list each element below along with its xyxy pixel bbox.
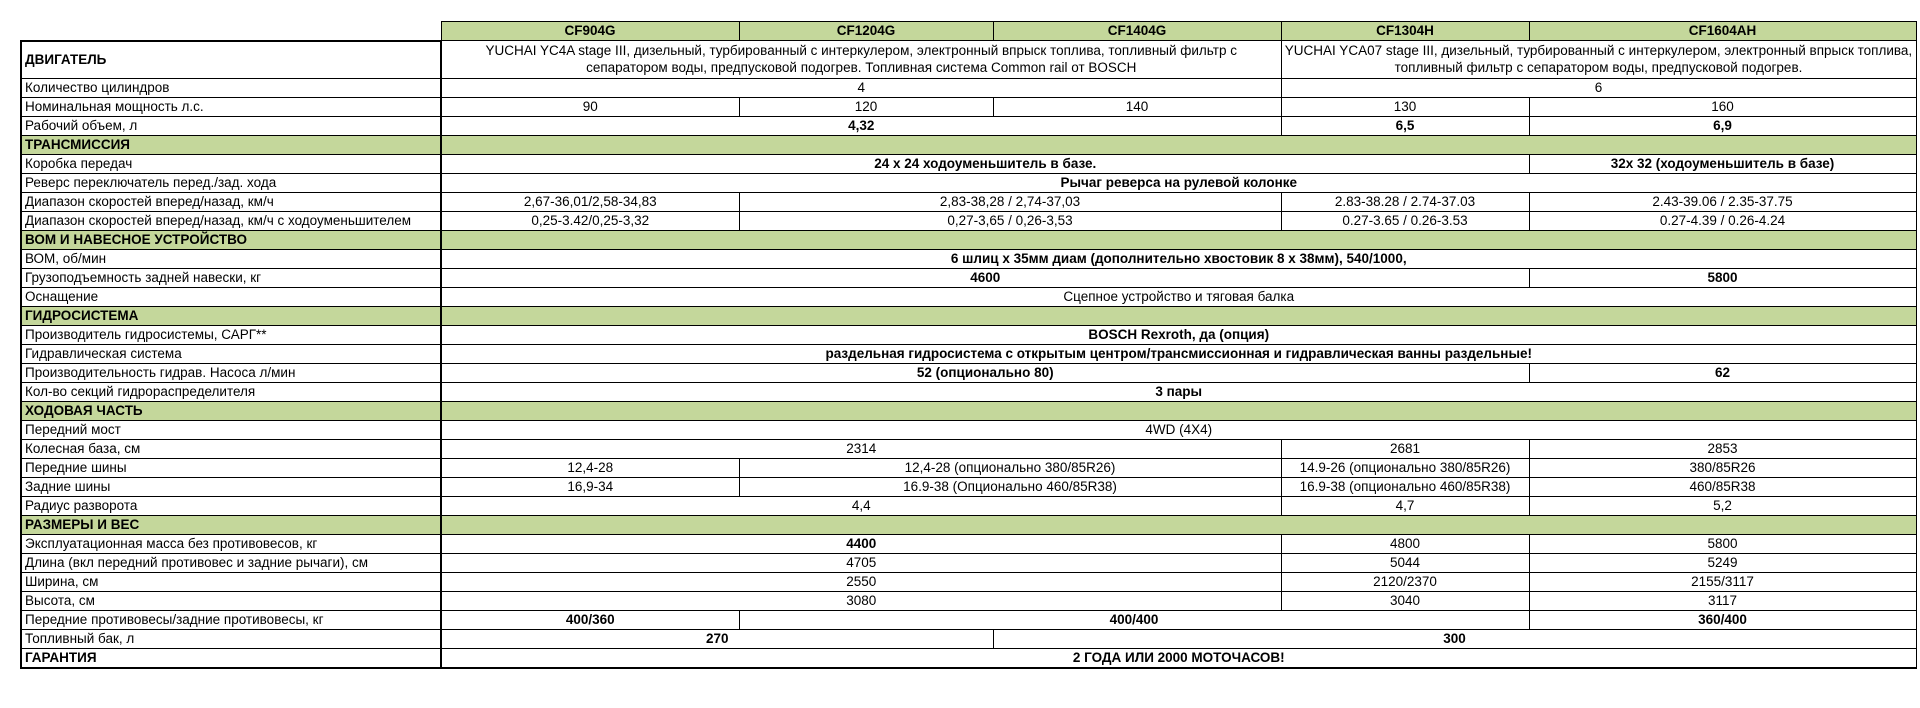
section-row	[21, 515, 1916, 534]
cell-value: 12,4-28	[441, 458, 739, 477]
warranty-value: 2 ГОДА ИЛИ 2000 МОТОЧАСОВ!	[441, 648, 1916, 668]
section-fill	[441, 135, 1916, 154]
cell-value: 2853	[1529, 439, 1916, 458]
cell-value: 24 x 24 ходоуменьшитель в базе.	[441, 154, 1529, 173]
cell-value: 3040	[1281, 591, 1529, 610]
cell-value: 16,9-34	[441, 477, 739, 496]
cell-value: 3080	[441, 591, 1281, 610]
section-title: ХОДОВАЯ ЧАСТЬ	[21, 401, 441, 420]
model-header-row	[21, 22, 1916, 41]
row-label: Гидравлическая система	[21, 344, 441, 363]
cell-value: 6 шлиц х 35мм диам (дополнительно хвостовик 8 х 38мм), 540/1000,	[441, 249, 1916, 268]
table-row	[21, 629, 1916, 648]
cell-value: 120	[739, 97, 993, 116]
table-row	[21, 591, 1916, 610]
section-title: ГИДРОСИСТЕМА	[21, 306, 441, 325]
table-row	[21, 116, 1916, 135]
model-header: CF1304H	[1281, 22, 1529, 41]
section-title: РАЗМЕРЫ И ВЕС	[21, 515, 441, 534]
row-label: Ширина, см	[21, 572, 441, 591]
cell-value: 360/400	[1529, 610, 1916, 629]
cell-value: 6,9	[1529, 116, 1916, 135]
engine-section-label: ДВИГАТЕЛЬ	[21, 41, 441, 79]
cell-value: 16.9-38 (Опционально 460/85R38)	[739, 477, 1281, 496]
cell-value: 4705	[441, 553, 1281, 572]
cell-value: 4,7	[1281, 496, 1529, 515]
cell-value: 90	[441, 97, 739, 116]
row-label: Оснащение	[21, 287, 441, 306]
row-label: Номинальная мощность л.с.	[21, 97, 441, 116]
row-label: Кол-во секций гидрораспределителя	[21, 382, 441, 401]
cell-value: 5044	[1281, 553, 1529, 572]
model-header: CF904G	[441, 22, 739, 41]
cell-value: 0.27-4.39 / 0.26-4.24	[1529, 211, 1916, 230]
cell-value: 2550	[441, 572, 1281, 591]
cell-value: 2314	[441, 439, 1281, 458]
section-fill	[441, 230, 1916, 249]
cell-value: 140	[993, 97, 1281, 116]
cell-value: Сцепное устройство и тяговая балка	[441, 287, 1916, 306]
table-row	[21, 192, 1916, 211]
cell-value: 6	[1281, 78, 1916, 97]
row-label: Производительность гидрав. Насоса л/мин	[21, 363, 441, 382]
cell-value: раздельная гидросистема с открытым центром/трансмиссионная и гидравлическая ванны раздельные!	[441, 344, 1916, 363]
section-fill	[441, 515, 1916, 534]
cell-value: 4,32	[441, 116, 1281, 135]
section-title: ВОМ И НАВЕСНОЕ УСТРОЙСТВО	[21, 230, 441, 249]
cell-value: 3 пары	[441, 382, 1916, 401]
row-label: Эксплуатационная масса без противовесов, кг	[21, 534, 441, 553]
row-label: ВОМ, об/мин	[21, 249, 441, 268]
cell-value: 460/85R38	[1529, 477, 1916, 496]
table-row	[21, 610, 1916, 629]
section-row	[21, 135, 1916, 154]
model-header: CF1404G	[993, 22, 1281, 41]
table-row	[21, 287, 1916, 306]
cell-value: 4WD (4X4)	[441, 420, 1916, 439]
row-label: Задние шины	[21, 477, 441, 496]
cell-value: 2.83-38.28 / 2.74-37.03	[1281, 192, 1529, 211]
cell-value: 400/400	[739, 610, 1529, 629]
table-row	[21, 249, 1916, 268]
cell-value: 4800	[1281, 534, 1529, 553]
table-row	[21, 477, 1916, 496]
row-label: Производитель гидросистемы, САРГ**	[21, 325, 441, 344]
row-label: Диапазон скоростей вперед/назад, км/ч	[21, 192, 441, 211]
cell-value: 5,2	[1529, 496, 1916, 515]
row-label: Высота, см	[21, 591, 441, 610]
table-row	[21, 382, 1916, 401]
cell-value: 2,83-38,28 / 2,74-37,03	[739, 192, 1281, 211]
spec-table	[20, 21, 1917, 669]
table-row	[21, 325, 1916, 344]
table-row	[21, 268, 1916, 287]
cell-value: 4600	[441, 268, 1529, 287]
section-fill	[441, 401, 1916, 420]
engine-row	[21, 41, 1916, 79]
row-label: Диапазон скоростей вперед/назад, км/ч с ходоуменьшителем	[21, 211, 441, 230]
cell-value: 4400	[441, 534, 1281, 553]
cell-value: 0,25-3.42/0,25-3,32	[441, 211, 739, 230]
table-row	[21, 78, 1916, 97]
row-label: Грузоподъемность задней навески, кг	[21, 268, 441, 287]
section-row	[21, 401, 1916, 420]
table-row	[21, 439, 1916, 458]
table-row	[21, 553, 1916, 572]
cell-value: 12,4-28 (опционально 380/85R26)	[739, 458, 1281, 477]
cell-value: 5800	[1529, 268, 1916, 287]
cell-value: 0.27-3.65 / 0.26-3.53	[1281, 211, 1529, 230]
cell-value: 160	[1529, 97, 1916, 116]
table-row	[21, 344, 1916, 363]
table-row	[21, 496, 1916, 515]
row-label: Передние противовесы/задние противовесы, кг	[21, 610, 441, 629]
cell-value: 130	[1281, 97, 1529, 116]
cell-value: 2.43-39.06 / 2.35-37.75	[1529, 192, 1916, 211]
cell-value: 5249	[1529, 553, 1916, 572]
cell-value: 16.9-38 (опционально 460/85R38)	[1281, 477, 1529, 496]
cell-value: 2155/3117	[1529, 572, 1916, 591]
row-label: Длина (вкл передний противовес и задние рычаги), см	[21, 553, 441, 572]
cell-value: 300	[993, 629, 1916, 648]
header-blank-cell	[21, 22, 441, 41]
cell-value: 400/360	[441, 610, 739, 629]
warranty-row	[21, 648, 1916, 668]
cell-value: 270	[441, 629, 993, 648]
table-row	[21, 534, 1916, 553]
table-row	[21, 572, 1916, 591]
cell-value: 2,67-36,01/2,58-34,83	[441, 192, 739, 211]
cell-value: 32x 32 (ходоуменьшитель в базе)	[1529, 154, 1916, 173]
table-row	[21, 154, 1916, 173]
engine-desc-4cyl: YUCHAI YC4A stage III, дизельный, турбированный с интеркулером, электронный впрыск топлива, топливный фильтр с сепаратором воды, предпусковой подогрев. Топливная система Common rail от BOSCH	[441, 41, 1281, 79]
cell-value: BOSCH Rexroth, да (опция)	[441, 325, 1916, 344]
section-row	[21, 230, 1916, 249]
table-row	[21, 363, 1916, 382]
cell-value: 14.9-26 (опционально 380/85R26)	[1281, 458, 1529, 477]
cell-value: 6,5	[1281, 116, 1529, 135]
warranty-label: ГАРАНТИЯ	[21, 648, 441, 668]
cell-value: 5800	[1529, 534, 1916, 553]
table-row	[21, 420, 1916, 439]
row-label: Колесная база, см	[21, 439, 441, 458]
cell-value: 3117	[1529, 591, 1916, 610]
section-fill	[441, 306, 1916, 325]
section-row	[21, 306, 1916, 325]
cell-value: 2120/2370	[1281, 572, 1529, 591]
table-row	[21, 97, 1916, 116]
row-label: Передний мост	[21, 420, 441, 439]
row-label: Рабочий объем, л	[21, 116, 441, 135]
table-row	[21, 458, 1916, 477]
cell-value: 380/85R26	[1529, 458, 1916, 477]
cell-value: 2681	[1281, 439, 1529, 458]
table-row	[21, 173, 1916, 192]
cell-value: 52 (опционально 80)	[441, 363, 1529, 382]
cell-value: 4	[441, 78, 1281, 97]
engine-desc-6cyl: YUCHAI YCA07 stage III, дизельный, турбированный с интеркулером, электронный впрыск топлива, топливный фильтр с сепаратором воды, предпусковой подогрев.	[1281, 41, 1916, 79]
row-label: Радиус разворота	[21, 496, 441, 515]
cell-value: 4,4	[441, 496, 1281, 515]
row-label: Топливный бак, л	[21, 629, 441, 648]
cell-value: Рычаг реверса на рулевой колонке	[441, 173, 1916, 192]
cell-value: 0,27-3,65 / 0,26-3,53	[739, 211, 1281, 230]
row-label: Количество цилиндров	[21, 78, 441, 97]
model-header: CF1204G	[739, 22, 993, 41]
table-row	[21, 211, 1916, 230]
section-title: ТРАНСМИССИЯ	[21, 135, 441, 154]
row-label: Коробка передач	[21, 154, 441, 173]
model-header: CF1604AH	[1529, 22, 1916, 41]
row-label: Передние шины	[21, 458, 441, 477]
cell-value: 62	[1529, 363, 1916, 382]
row-label: Реверс переключатель перед./зад. хода	[21, 173, 441, 192]
